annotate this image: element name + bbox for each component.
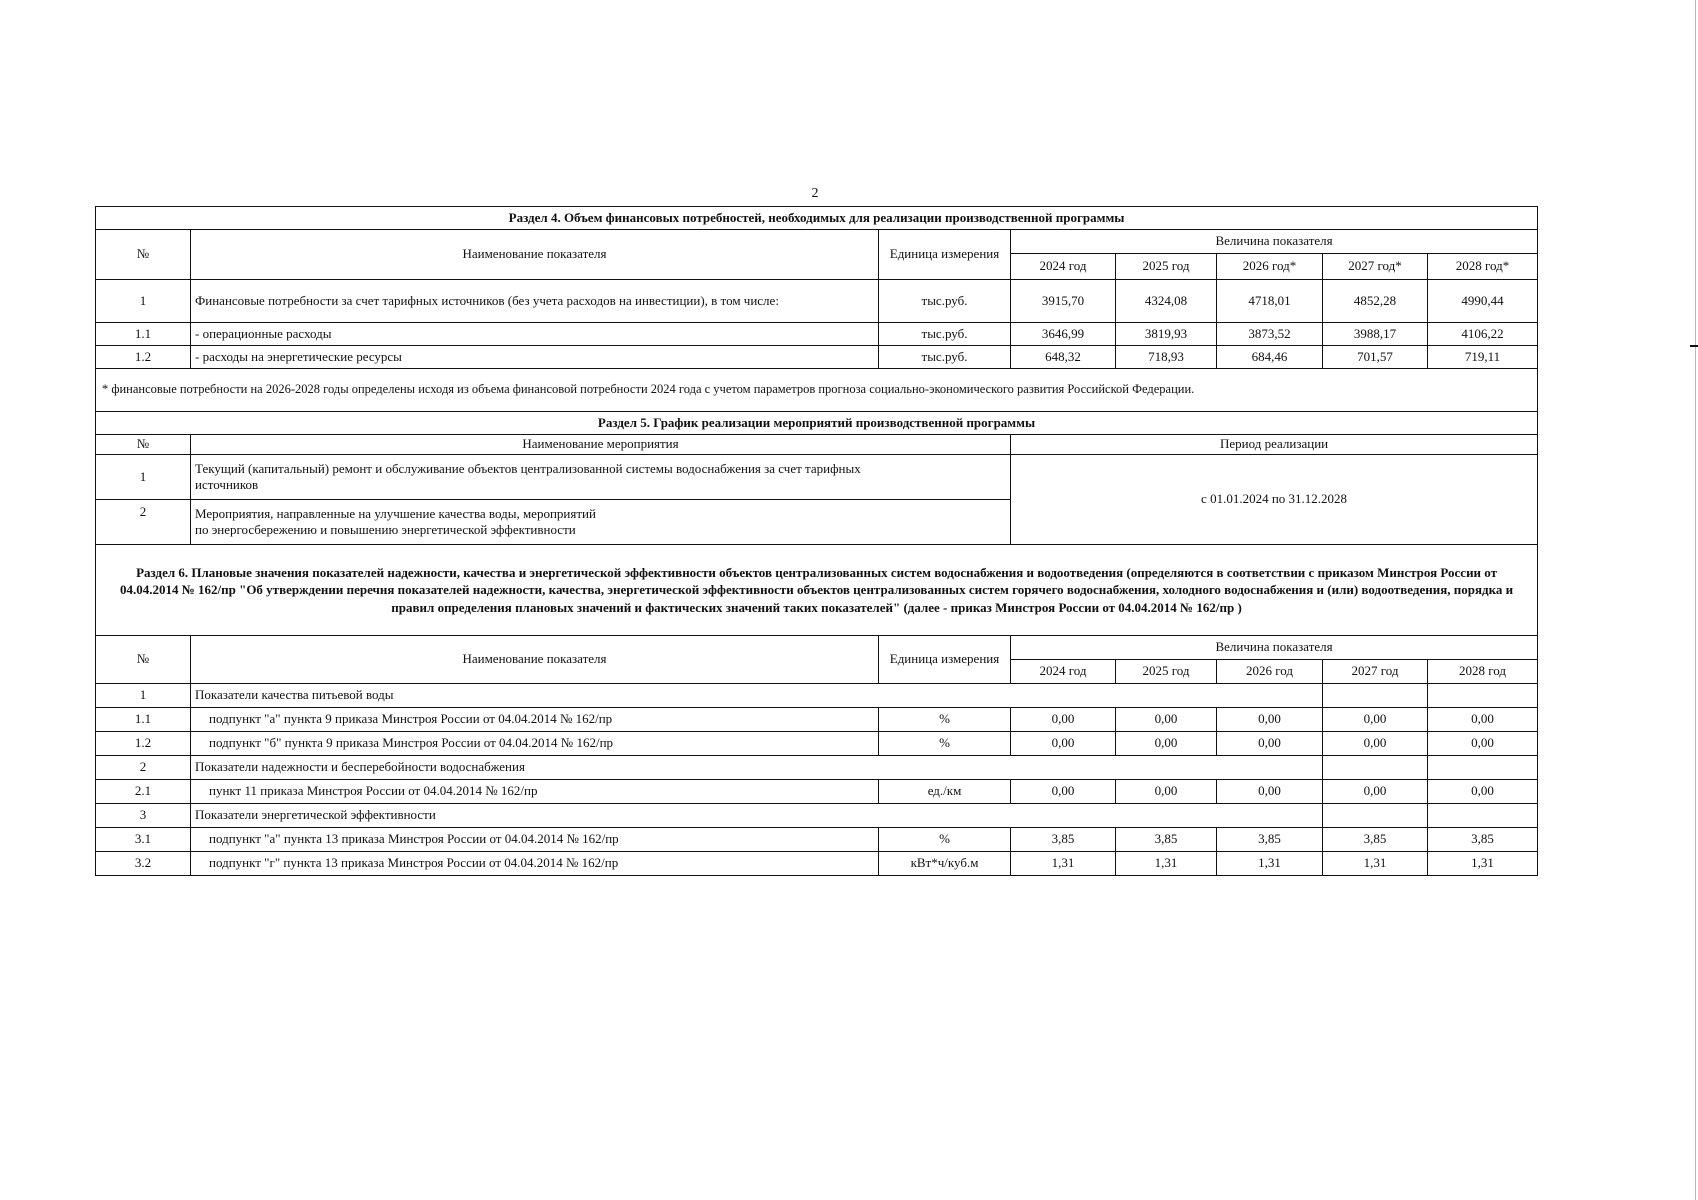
- row-number: 2: [96, 756, 191, 780]
- row-name-line: по энергосбережению и повышению энергетической эффективности: [195, 522, 576, 537]
- row-unit: тыс.руб.: [879, 323, 1011, 346]
- row-number: 1: [96, 280, 191, 323]
- row-value: 0,00: [1217, 708, 1323, 732]
- row-number: 1.2: [96, 346, 191, 369]
- row-number: 3: [96, 804, 191, 828]
- section6-year: 2024 год: [1011, 660, 1116, 684]
- row-unit: тыс.руб.: [879, 346, 1011, 369]
- row-value: 3,85: [1428, 828, 1538, 852]
- table-row-group: [96, 804, 1538, 828]
- row-value: 1,31: [1323, 852, 1428, 876]
- row-value: 0,00: [1011, 780, 1116, 804]
- row-group-name: Показатели качества питьевой воды: [191, 684, 1323, 708]
- row-unit: %: [879, 708, 1011, 732]
- row-unit: тыс.руб.: [879, 280, 1011, 323]
- empty-cell: [1323, 804, 1428, 828]
- row-value: 3,85: [1217, 828, 1323, 852]
- section4-header-row: [96, 230, 1538, 254]
- section5-period: с 01.01.2024 по 31.12.2028: [1011, 455, 1538, 545]
- row-number: 1: [96, 684, 191, 708]
- row-name: пункт 11 приказа Минстроя России от 04.04.2014 № 162/пр: [191, 780, 879, 804]
- scan-edge-mark: [1690, 345, 1698, 347]
- row-value: 0,00: [1217, 780, 1323, 804]
- section6-col-no: №: [96, 636, 191, 684]
- row-value: 719,11: [1428, 346, 1538, 369]
- row-value: 0,00: [1116, 780, 1217, 804]
- row-group-name: Показатели энергетической эффективности: [191, 804, 1323, 828]
- section5-col-name: Наименование мероприятия: [191, 435, 1011, 455]
- row-name-line: Мероприятия, направленные на улучшение качества воды, мероприятий: [195, 505, 596, 521]
- row-number: 1.2: [96, 732, 191, 756]
- row-name: Финансовые потребности за счет тарифных источников (без учета расходов на инвестиции), в том числе:: [191, 280, 879, 323]
- row-value: 3988,17: [1323, 323, 1428, 346]
- table-row: [96, 780, 1538, 804]
- table-row: [96, 852, 1538, 876]
- row-name: подпункт "а" пункта 9 приказа Минстроя России от 04.04.2014 № 162/пр: [191, 708, 879, 732]
- row-name: [191, 455, 1011, 500]
- row-value: 684,46: [1217, 346, 1323, 369]
- scan-edge-line: [1695, 0, 1696, 1200]
- row-value: 3873,52: [1217, 323, 1323, 346]
- section5-col-period: Период реализации: [1011, 435, 1538, 455]
- row-name: подпункт "б" пункта 9 приказа Минстроя России от 04.04.2014 № 162/пр: [191, 732, 879, 756]
- table-row: [96, 732, 1538, 756]
- row-value: 1,31: [1217, 852, 1323, 876]
- section4-year: 2026 год*: [1217, 254, 1323, 280]
- row-name: - операционные расходы: [191, 323, 879, 346]
- section6-title: Раздел 6. Плановые значения показателей надежности, качества и энергетической эффективности объектов централизованных систем водоснабжения и водоотведения (определяются в соответствии с приказом Минстроя России от 04.04.2014 № 162/пр "Об утверждении перечня показателей надежности, качества, энергетической эффективности объектов централизованных систем горячего водоснабжения, холодного водоснабжения и (или) водоотведения, порядка и правил определения плановых значений и фактических значений таких показателей" (далее - приказ Минстроя России от 04.04.2014 № 162/пр ): [96, 545, 1538, 636]
- row-value: 3,85: [1116, 828, 1217, 852]
- section4-col-value-group: Величина показателя: [1011, 230, 1538, 254]
- row-unit: ед./км: [879, 780, 1011, 804]
- section4-footnote: * финансовые потребности на 2026-2028 годы определены исходя из объема финансовой потребности 2024 года с учетом параметров прогноза социально-экономического развития Российской Федерации.: [96, 369, 1538, 412]
- section4-title: Раздел 4. Объем финансовых потребностей, необходимых для реализации производственной программы: [96, 207, 1538, 230]
- row-value: 3,85: [1011, 828, 1116, 852]
- row-unit: %: [879, 828, 1011, 852]
- section4-year: 2028 год*: [1428, 254, 1538, 280]
- row-number: 2: [96, 500, 191, 545]
- row-value: 4106,22: [1428, 323, 1538, 346]
- table-row: [96, 323, 1538, 346]
- row-value: 0,00: [1323, 780, 1428, 804]
- empty-cell: [1428, 756, 1538, 780]
- row-unit: %: [879, 732, 1011, 756]
- row-value: 0,00: [1011, 732, 1116, 756]
- row-value: 648,32: [1011, 346, 1116, 369]
- page-number: 2: [811, 186, 819, 201]
- document-table: [95, 206, 1538, 876]
- section4-col-no: №: [96, 230, 191, 280]
- row-value: 0,00: [1323, 732, 1428, 756]
- table-row-group: [96, 756, 1538, 780]
- row-value: 1,31: [1116, 852, 1217, 876]
- empty-cell: [1323, 684, 1428, 708]
- document-body: [95, 206, 1537, 876]
- row-value: 0,00: [1428, 708, 1538, 732]
- row-value: 4852,28: [1323, 280, 1428, 323]
- row-value: 3915,70: [1011, 280, 1116, 323]
- section6-col-unit: Единица измерения: [879, 636, 1011, 684]
- section5-title-row: [96, 412, 1538, 435]
- section4-year: 2025 год: [1116, 254, 1217, 280]
- section4-footnote-row: [96, 369, 1538, 412]
- section6-year: 2028 год: [1428, 660, 1538, 684]
- row-number: 3.1: [96, 828, 191, 852]
- section6-title-row: [96, 545, 1538, 636]
- row-value: 3646,99: [1011, 323, 1116, 346]
- row-value: 4324,08: [1116, 280, 1217, 323]
- row-value: 0,00: [1428, 732, 1538, 756]
- row-value: 701,57: [1323, 346, 1428, 369]
- row-number: 2.1: [96, 780, 191, 804]
- empty-cell: [1428, 804, 1538, 828]
- row-value: 4990,44: [1428, 280, 1538, 323]
- section4-col-name: Наименование показателя: [191, 230, 879, 280]
- table-row: [96, 708, 1538, 732]
- row-value: 1,31: [1428, 852, 1538, 876]
- row-value: 0,00: [1011, 708, 1116, 732]
- row-value: 3819,93: [1116, 323, 1217, 346]
- row-name: [191, 500, 1011, 545]
- row-number: 1.1: [96, 323, 191, 346]
- section4-year: 2024 год: [1011, 254, 1116, 280]
- section5-title: Раздел 5. График реализации мероприятий производственной программы: [96, 412, 1538, 435]
- row-value: 0,00: [1116, 732, 1217, 756]
- section6-col-value-group: Величина показателя: [1011, 636, 1538, 660]
- table-row: [96, 280, 1538, 323]
- row-value: 0,00: [1428, 780, 1538, 804]
- section6-year: 2026 год: [1217, 660, 1323, 684]
- section4-col-unit: Единица измерения: [879, 230, 1011, 280]
- row-number: 1.1: [96, 708, 191, 732]
- row-value: 0,00: [1116, 708, 1217, 732]
- row-value: 4718,01: [1217, 280, 1323, 323]
- section6-col-name: Наименование показателя: [191, 636, 879, 684]
- row-group-name: Показатели надежности и бесперебойности водоснабжения: [191, 756, 1323, 780]
- row-number: 1: [96, 455, 191, 500]
- row-name-line: источников: [195, 477, 259, 492]
- row-value: 1,31: [1011, 852, 1116, 876]
- section6-header-row: [96, 636, 1538, 660]
- section6-year: 2025 год: [1116, 660, 1217, 684]
- row-name: подпункт "а" пункта 13 приказа Минстроя России от 04.04.2014 № 162/пр: [191, 828, 879, 852]
- table-row: [96, 346, 1538, 369]
- section5-header-row: [96, 435, 1538, 455]
- row-value: 3,85: [1323, 828, 1428, 852]
- row-number: 3.2: [96, 852, 191, 876]
- row-name: - расходы на энергетические ресурсы: [191, 346, 879, 369]
- row-unit: кВт*ч/куб.м: [879, 852, 1011, 876]
- section5-col-no: №: [96, 435, 191, 455]
- empty-cell: [1428, 684, 1538, 708]
- empty-cell: [1323, 756, 1428, 780]
- row-name: подпункт "г" пункта 13 приказа Минстроя России от 04.04.2014 № 162/пр: [191, 852, 879, 876]
- table-row-group: [96, 684, 1538, 708]
- row-name-line: Текущий (капитальный) ремонт и обслуживание объектов централизованной системы водоснабжения за счет тарифных: [195, 460, 861, 476]
- row-value: 718,93: [1116, 346, 1217, 369]
- table-row: [96, 828, 1538, 852]
- section6-year: 2027 год: [1323, 660, 1428, 684]
- row-value: 0,00: [1323, 708, 1428, 732]
- table-row: [96, 455, 1538, 500]
- section4-title-row: [96, 207, 1538, 230]
- section4-year: 2027 год*: [1323, 254, 1428, 280]
- row-value: 0,00: [1217, 732, 1323, 756]
